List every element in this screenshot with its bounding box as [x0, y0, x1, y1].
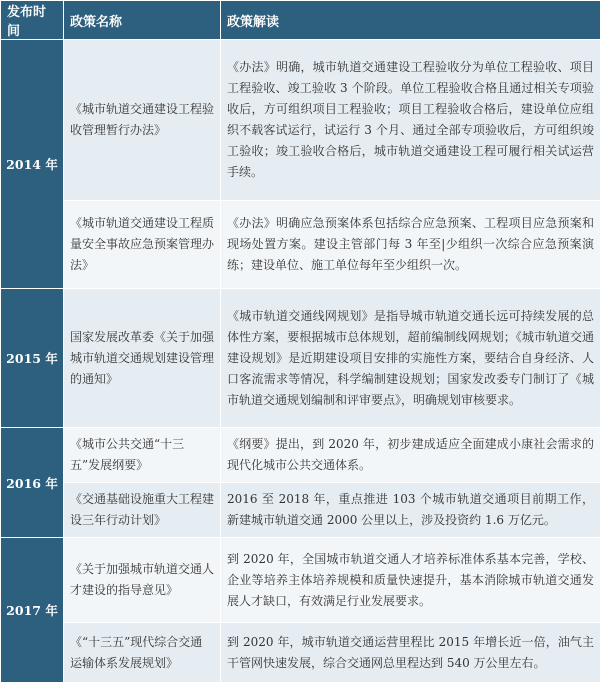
table-row — [1, 483, 600, 538]
header-policy-interpretation: 政策解读 — [221, 1, 600, 40]
policy-desc-cell: 2016 至 2018 年，重点推进 103 个城市轨道交通项目前期工作，新建城市轨道交通 2000 公里以上，涉及投资约 1.6 万亿元。 — [221, 483, 600, 538]
policy-name-cell: 《“十三五”现代综合交通运输体系发展规划》 — [64, 623, 221, 683]
header-release-time: 发布时间 — [1, 1, 64, 40]
policy-desc-cell: 《纲要》提出，到 2020 年，初步建成适应全面建成小康社会需求的现代化城市公共交通体系。 — [221, 428, 600, 483]
policy-name-cell: 《城市轨道交通建设工程质量安全事故应急预案管理办法》 — [64, 201, 221, 289]
header-row — [1, 1, 600, 40]
policy-desc-cell: 《办法》明确应急预案体系包括综合应急预案、工程项目应急预案和现场处置方案。建设主管部门每 3 年至|少组织一次综合应急预案演练；建设单位、施工单位每年至少组织一次。 — [221, 201, 600, 289]
table-row — [1, 289, 600, 428]
policy-name-cell: 国家发展改革委《关于加强城市轨道交通规划建设管理的通知》 — [64, 289, 221, 428]
table-row — [1, 623, 600, 683]
year-cell: 2017 年 — [1, 538, 64, 683]
policy-desc-cell: 到 2020 年，城市轨道交通运营里程比 2015 年增长近一倍，油气主干管网快速发展，综合交通网总里程达到 540 万公里左右。 — [221, 623, 600, 683]
table-row — [1, 538, 600, 623]
policy-desc-cell: 《办法》明确，城市轨道交通建设工程验收分为单位工程验收、项目工程验收、竣工验收 3 个阶段。单位工程验收合格且通过相关专项验收后，方可组织项目工程验收；项目工程验收合格后，建设单位应组织不载客试运行，试运行 3 个月、通过全部专项验收后，方可组织竣工验收；竣工验收合格后，城市轨道交通建设工程可履行相关试运营手续。 — [221, 40, 600, 201]
year-cell: 2016 年 — [1, 428, 64, 538]
policy-name-cell: 《关于加强城市轨道交通人才建设的指导意见》 — [64, 538, 221, 623]
year-cell: 2015 年 — [1, 289, 64, 428]
table-row — [1, 428, 600, 483]
policy-name-cell: 《城市轨道交通建设工程验收管理暂行办法》 — [64, 40, 221, 201]
table-row — [1, 40, 600, 201]
policy-name-cell: 《交通基础设施重大工程建设三年行动计划》 — [64, 483, 221, 538]
policy-desc-cell: 《城市轨道交通线网规划》是指导城市轨道交通长远可持续发展的总体性方案，要根据城市总体规划，超前编制线网规划；《城市轨道交通建设规划》是近期建设项目安排的实施性方案，要结合自身经济、人口客流需求等情况，科学编制建设规划；国家发改委专门制订了《城市轨道交通规划编制和评审要点》，明确规划审核要求。 — [221, 289, 600, 428]
header-policy-name: 政策名称 — [64, 1, 221, 40]
table-row — [1, 201, 600, 289]
policy-name-cell: 《城市公共交通“十三五”发展纲要》 — [64, 428, 221, 483]
policy-desc-cell: 到 2020 年，全国城市轨道交通人才培养标准体系基本完善，学校、企业等培养主体培养规模和质量快速提升，基本消除城市轨道交通发展人才缺口，有效满足行业发展要求。 — [221, 538, 600, 623]
year-cell: 2014 年 — [1, 40, 64, 289]
